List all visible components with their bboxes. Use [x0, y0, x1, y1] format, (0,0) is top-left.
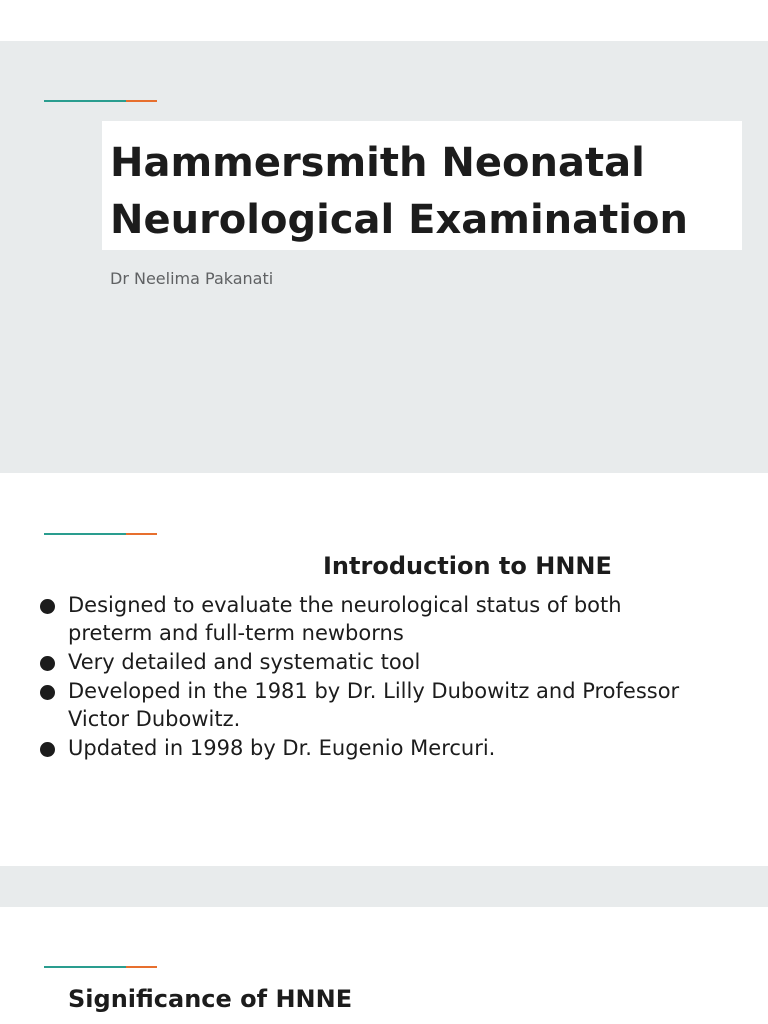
intro-heading: Introduction to HNNE	[323, 552, 612, 580]
accent-line-orange	[126, 966, 157, 968]
intro-slide	[0, 474, 768, 866]
accent-line-teal	[44, 533, 126, 535]
accent-line-orange	[126, 100, 157, 102]
bullet-text: Designed to evaluate the neurological status of both preterm and full-term newborns	[68, 593, 622, 645]
accent-line	[44, 100, 157, 102]
bullet-dot-icon	[40, 599, 55, 614]
accent-line-teal	[44, 966, 126, 968]
accent-line	[44, 533, 157, 535]
bullet-dot-icon	[40, 685, 55, 700]
bullet-text: Very detailed and systematic tool	[68, 650, 421, 674]
slide-title: Hammersmith Neonatal Neurological Examination	[110, 140, 688, 243]
bullet-text: Updated in 1998 by Dr. Eugenio Mercuri.	[68, 736, 496, 760]
bullet-item	[38, 734, 698, 762]
accent-line-orange	[126, 533, 157, 535]
title-box	[102, 121, 742, 250]
slide-separator	[0, 866, 768, 907]
bullet-item	[38, 591, 698, 647]
bullet-text: Developed in the 1981 by Dr. Lilly Dubowitz and Professor Victor Dubowitz.	[68, 679, 680, 731]
significance-heading: Significance of HNNE	[68, 985, 353, 1013]
bullet-dot-icon	[40, 656, 55, 671]
bullet-list	[38, 591, 698, 763]
bullet-item	[38, 648, 698, 676]
title-slide	[0, 41, 768, 473]
significance-slide	[0, 907, 768, 1024]
author-name: Dr Neelima Pakanati	[110, 269, 274, 288]
bullet-item	[38, 677, 698, 733]
bullet-dot-icon	[40, 742, 55, 757]
accent-line	[44, 966, 157, 968]
accent-line-teal	[44, 100, 126, 102]
